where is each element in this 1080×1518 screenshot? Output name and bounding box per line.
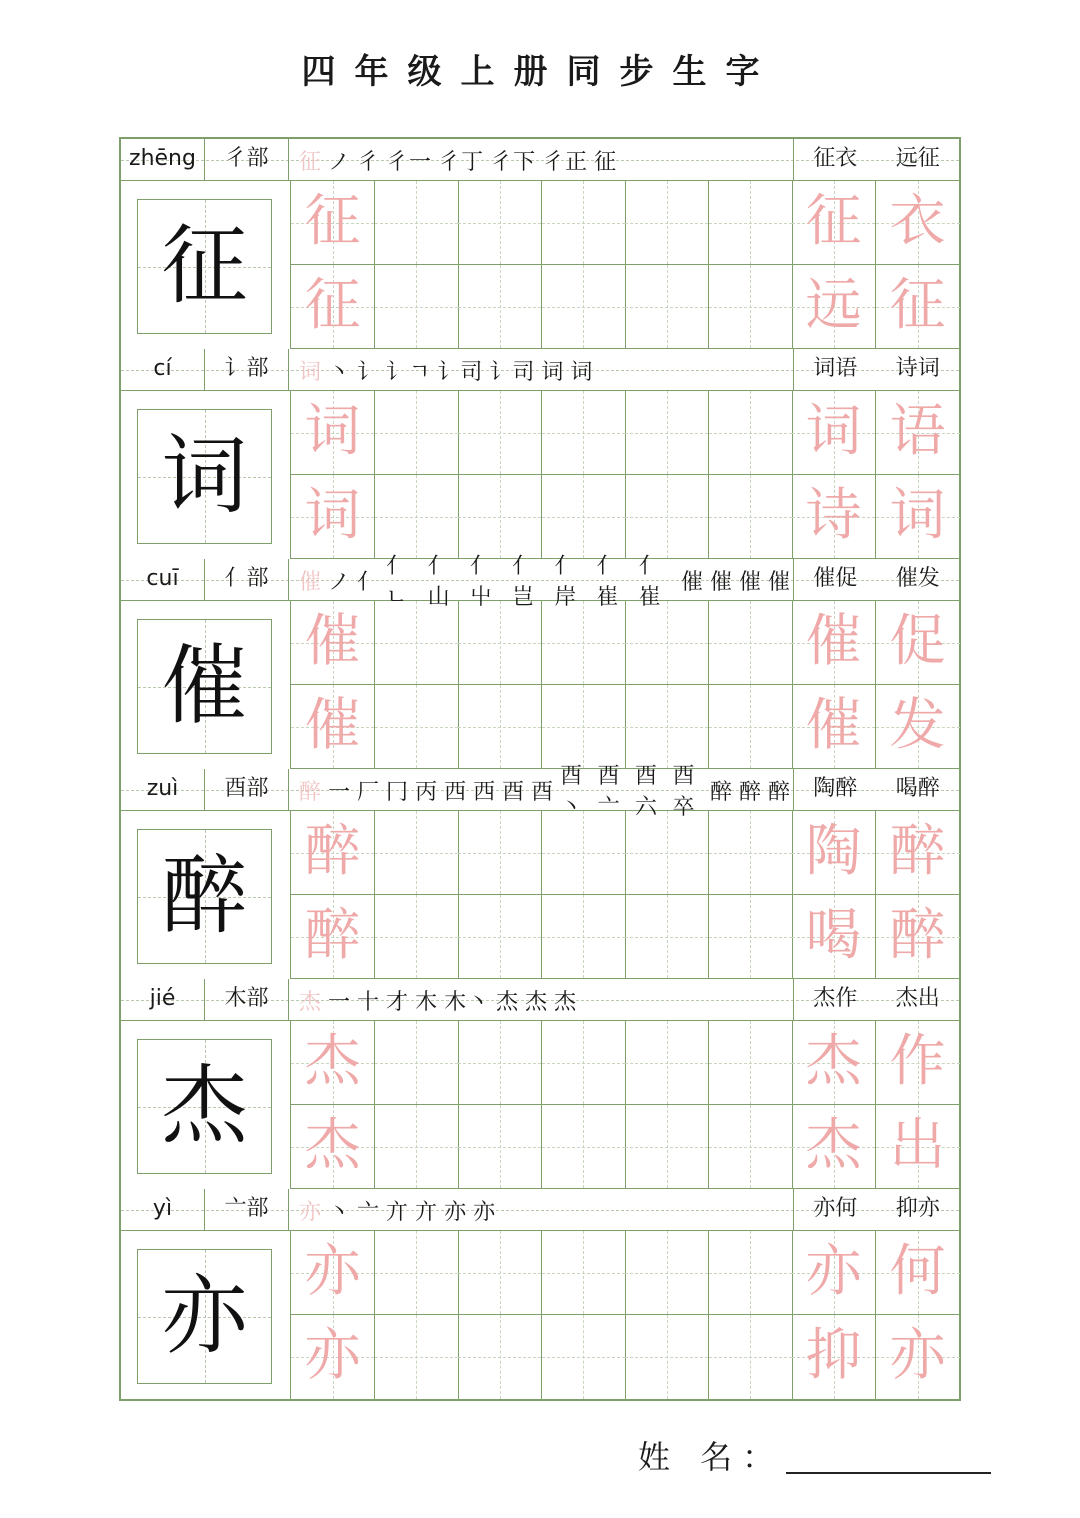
stroke-step: 词 xyxy=(299,359,323,385)
trace-cell[interactable] xyxy=(291,265,375,349)
trace-character: 醉 xyxy=(304,819,361,884)
trace-cell[interactable] xyxy=(291,1231,375,1315)
stroke-step: 一 xyxy=(328,989,352,1015)
pinyin-label: cí xyxy=(121,349,205,391)
pinyin-label: yì xyxy=(121,1189,205,1231)
character-block xyxy=(121,979,959,1189)
trace-character: 征 xyxy=(304,189,361,254)
practice-cell[interactable] xyxy=(709,1315,793,1399)
example-words xyxy=(793,139,959,181)
stroke-step: 亻ㄴ xyxy=(386,554,410,610)
stroke-step: 亠 xyxy=(357,1199,381,1225)
example-word: 诗词 xyxy=(895,356,940,381)
pinyin-label: zhēng xyxy=(121,139,205,181)
practice-cell[interactable] xyxy=(709,1105,793,1189)
example-word: 抑亦 xyxy=(895,1196,940,1221)
stroke-order xyxy=(291,1189,791,1231)
stroke-step: 彳正 xyxy=(542,149,589,175)
pinyin-label: cuī xyxy=(121,559,205,601)
word-trace-cell[interactable] xyxy=(792,1105,876,1189)
practice-cell[interactable] xyxy=(709,475,793,559)
practice-cell[interactable] xyxy=(458,1315,542,1399)
stroke-step: ノ xyxy=(328,569,352,595)
word-trace-cell[interactable] xyxy=(792,181,876,265)
stroke-step: 西 xyxy=(444,779,468,805)
stroke-order xyxy=(291,554,792,610)
model-character: 催 xyxy=(161,636,248,736)
page-title: 四年级上册同步生字 xyxy=(301,52,779,92)
practice-cell[interactable] xyxy=(542,1315,626,1399)
stroke-step: 厂 xyxy=(357,779,381,805)
radical-label: 亠部 xyxy=(205,1189,289,1231)
trace-character: 醉 xyxy=(304,903,361,968)
practice-cell[interactable] xyxy=(709,811,793,895)
stroke-step: 酉 xyxy=(502,779,526,805)
stroke-step: 催 xyxy=(680,569,704,595)
trace-character: 亦 xyxy=(805,1239,862,1304)
practice-cell[interactable] xyxy=(625,1105,709,1189)
stroke-step: 木 xyxy=(415,989,439,1015)
practice-cell[interactable] xyxy=(542,895,626,979)
stroke-step: 彳下 xyxy=(490,149,537,175)
model-character: 征 xyxy=(161,216,248,316)
model-character: 词 xyxy=(161,426,248,526)
trace-character: 征 xyxy=(889,273,946,338)
character-block xyxy=(121,764,959,979)
stroke-step: ノ xyxy=(328,149,352,175)
pinyin-label: jié xyxy=(121,979,205,1021)
practice-cell[interactable] xyxy=(625,1231,709,1315)
practice-cell[interactable] xyxy=(458,601,542,685)
stroke-step: 讠ㄱ xyxy=(386,359,432,385)
practice-cell[interactable] xyxy=(542,265,626,349)
stroke-step: 亦 xyxy=(444,1199,468,1225)
trace-character: 喝 xyxy=(805,903,862,968)
practice-cell[interactable] xyxy=(625,811,709,895)
trace-character: 催 xyxy=(805,693,862,758)
stroke-step: 亻崔 xyxy=(596,554,620,610)
radical-label: 木部 xyxy=(205,979,289,1021)
model-character-box xyxy=(137,619,272,754)
word-trace-cell[interactable] xyxy=(876,601,960,685)
practice-cell[interactable] xyxy=(458,265,542,349)
stroke-step: 醉 xyxy=(738,779,762,805)
word-trace-cell[interactable] xyxy=(876,265,960,349)
word-trace-cell[interactable] xyxy=(876,1315,960,1399)
word-trace-cell[interactable] xyxy=(876,1105,960,1189)
practice-cell[interactable] xyxy=(709,685,793,769)
stroke-step: 醉 xyxy=(767,779,791,805)
stroke-order xyxy=(291,764,791,820)
trace-character: 亦 xyxy=(889,1323,946,1388)
word-trace-cell[interactable] xyxy=(876,1231,960,1315)
trace-character: 促 xyxy=(889,609,946,674)
practice-cell[interactable] xyxy=(375,1231,459,1315)
info-row xyxy=(121,1189,959,1231)
trace-character: 亦 xyxy=(304,1323,361,1388)
stroke-step: 词 xyxy=(541,359,565,385)
stroke-step: 杰 xyxy=(299,989,323,1015)
word-trace-cell[interactable] xyxy=(792,895,876,979)
character-block xyxy=(121,349,959,559)
practice-cell[interactable] xyxy=(625,1315,709,1399)
stroke-step: 酉丶 xyxy=(560,764,584,820)
trace-character: 何 xyxy=(889,1239,946,1304)
example-words xyxy=(793,979,959,1021)
example-word: 征衣 xyxy=(813,146,858,171)
trace-character: 杰 xyxy=(304,1113,361,1178)
stroke-step: 丶 xyxy=(328,359,352,385)
trace-character: 抑 xyxy=(805,1323,862,1388)
practice-cell[interactable] xyxy=(375,1315,459,1399)
practice-cell[interactable] xyxy=(458,475,542,559)
info-row xyxy=(121,554,959,610)
word-trace-cell[interactable] xyxy=(876,391,960,475)
word-trace-cell[interactable] xyxy=(876,181,960,265)
word-trace-cell[interactable] xyxy=(792,1231,876,1315)
word-trace-cell[interactable] xyxy=(876,811,960,895)
trace-cell[interactable] xyxy=(291,391,375,475)
practice-cell[interactable] xyxy=(542,811,626,895)
practice-cell[interactable] xyxy=(542,391,626,475)
practice-cell[interactable] xyxy=(458,391,542,475)
word-trace-cell[interactable] xyxy=(876,1021,960,1105)
stroke-step: 木丶 xyxy=(444,989,491,1015)
trace-character: 杰 xyxy=(805,1113,862,1178)
stroke-step: 一 xyxy=(328,779,352,805)
trace-character: 醉 xyxy=(889,819,946,884)
trace-cell[interactable] xyxy=(291,1315,375,1399)
practice-sheet xyxy=(119,137,961,1401)
practice-cell[interactable] xyxy=(709,601,793,685)
practice-cell[interactable] xyxy=(542,475,626,559)
stroke-step: 催 xyxy=(768,569,792,595)
stroke-step: 丶 xyxy=(328,1199,352,1225)
word-trace-cell[interactable] xyxy=(792,265,876,349)
practice-cell[interactable] xyxy=(625,391,709,475)
stroke-step: 醉 xyxy=(709,779,733,805)
stroke-step: 亦 xyxy=(473,1199,497,1225)
radical-label: 彳部 xyxy=(205,139,289,181)
stroke-step: 十 xyxy=(357,989,381,1015)
stroke-order xyxy=(291,139,791,181)
model-character: 杰 xyxy=(161,1056,248,1156)
radical-label: 讠部 xyxy=(205,349,289,391)
pinyin-label: zuì xyxy=(121,769,205,811)
character-block xyxy=(121,1189,959,1399)
stroke-step: 才 xyxy=(386,989,410,1015)
trace-cell[interactable] xyxy=(291,1021,375,1105)
practice-cell[interactable] xyxy=(625,265,709,349)
stroke-step: 征 xyxy=(299,149,323,175)
trace-character: 衣 xyxy=(889,189,946,254)
practice-cell[interactable] xyxy=(375,811,459,895)
practice-cell[interactable] xyxy=(458,1231,542,1315)
stroke-step: 亻崔 xyxy=(638,554,662,610)
word-trace-cell[interactable] xyxy=(792,391,876,475)
stroke-step: 亣 xyxy=(386,1199,410,1225)
trace-character: 出 xyxy=(889,1113,946,1178)
trace-character: 杰 xyxy=(805,1029,862,1094)
trace-cell[interactable] xyxy=(291,475,375,559)
example-word: 催促 xyxy=(813,566,858,591)
example-word: 杰出 xyxy=(895,986,940,1011)
practice-cell[interactable] xyxy=(458,895,542,979)
practice-cell[interactable] xyxy=(375,1021,459,1105)
trace-character: 催 xyxy=(805,609,862,674)
practice-cell[interactable] xyxy=(625,181,709,265)
stroke-step: 杰 xyxy=(554,989,578,1015)
word-trace-cell[interactable] xyxy=(792,601,876,685)
trace-character: 杰 xyxy=(304,1029,361,1094)
trace-cell[interactable] xyxy=(291,685,375,769)
example-word: 催发 xyxy=(895,566,940,591)
trace-character: 征 xyxy=(304,273,361,338)
radical-label: 亻部 xyxy=(205,559,289,601)
practice-cell[interactable] xyxy=(458,1021,542,1105)
model-character-box xyxy=(137,829,272,964)
stroke-step: 酉亠 xyxy=(597,764,621,820)
word-trace-cell[interactable] xyxy=(876,895,960,979)
word-trace-cell[interactable] xyxy=(792,1315,876,1399)
info-row xyxy=(121,139,959,181)
trace-character: 词 xyxy=(889,483,946,548)
trace-cell[interactable] xyxy=(291,181,375,265)
practice-cell[interactable] xyxy=(458,685,542,769)
practice-cell[interactable] xyxy=(375,181,459,265)
model-character: 醉 xyxy=(161,846,248,946)
practice-cell[interactable] xyxy=(458,811,542,895)
stroke-step: 征 xyxy=(594,149,618,175)
stroke-step: 词 xyxy=(570,359,594,385)
trace-character: 远 xyxy=(805,273,862,338)
example-words xyxy=(793,559,959,601)
trace-character: 催 xyxy=(304,693,361,758)
trace-character: 醉 xyxy=(889,903,946,968)
info-row xyxy=(121,764,959,820)
practice-cell[interactable] xyxy=(375,265,459,349)
model-character: 亦 xyxy=(161,1266,248,1366)
practice-cell[interactable] xyxy=(375,391,459,475)
example-word: 远征 xyxy=(895,146,940,171)
stroke-step: 酉六 xyxy=(635,764,659,820)
practice-cell[interactable] xyxy=(709,1021,793,1105)
practice-cell[interactable] xyxy=(625,895,709,979)
trace-character: 词 xyxy=(805,399,862,464)
practice-cell[interactable] xyxy=(709,895,793,979)
stroke-step: 催 xyxy=(710,569,734,595)
practice-cell[interactable] xyxy=(625,685,709,769)
practice-cell[interactable] xyxy=(542,1105,626,1189)
practice-cell[interactable] xyxy=(625,1021,709,1105)
stroke-step: 彳一 xyxy=(386,149,433,175)
model-character-box xyxy=(137,199,272,334)
stroke-step: 催 xyxy=(299,569,323,595)
stroke-step: 亣 xyxy=(415,1199,439,1225)
stroke-step: 醉 xyxy=(299,779,323,805)
stroke-step: 冂 xyxy=(386,779,410,805)
trace-character: 亦 xyxy=(304,1239,361,1304)
stroke-step: 酉卒 xyxy=(672,764,696,820)
radical-label: 酉部 xyxy=(205,769,289,811)
stroke-step: 讠司 xyxy=(489,359,536,385)
trace-character: 催 xyxy=(304,609,361,674)
trace-cell[interactable] xyxy=(291,601,375,685)
trace-character: 诗 xyxy=(805,483,862,548)
info-row xyxy=(121,349,959,391)
model-character-box xyxy=(137,1039,272,1174)
trace-cell[interactable] xyxy=(291,811,375,895)
practice-cell[interactable] xyxy=(709,391,793,475)
stroke-step: 亻岸 xyxy=(554,554,578,610)
stroke-step: 讠司 xyxy=(437,359,484,385)
practice-cell[interactable] xyxy=(375,895,459,979)
word-trace-cell[interactable] xyxy=(792,1021,876,1105)
stroke-step: 杰 xyxy=(496,989,520,1015)
word-trace-cell[interactable] xyxy=(792,811,876,895)
trace-character: 词 xyxy=(304,399,361,464)
word-trace-cell[interactable] xyxy=(792,685,876,769)
trace-character: 语 xyxy=(889,399,946,464)
word-trace-cell[interactable] xyxy=(876,475,960,559)
stroke-step: 亻岂 xyxy=(512,554,536,610)
practice-cell[interactable] xyxy=(458,1105,542,1189)
practice-cell[interactable] xyxy=(709,265,793,349)
stroke-step: 亻 xyxy=(357,569,381,595)
trace-character: 发 xyxy=(889,693,946,758)
stroke-order xyxy=(291,979,791,1021)
word-trace-cell[interactable] xyxy=(876,685,960,769)
name-blank-line[interactable] xyxy=(786,1446,991,1474)
practice-cell[interactable] xyxy=(625,475,709,559)
character-block xyxy=(121,139,959,349)
example-word: 陶醉 xyxy=(813,776,858,801)
practice-cell[interactable] xyxy=(542,685,626,769)
stroke-step: 催 xyxy=(739,569,763,595)
model-character-box xyxy=(137,409,272,544)
stroke-step: 丙 xyxy=(415,779,439,805)
stroke-step: 讠 xyxy=(357,359,381,385)
practice-cell[interactable] xyxy=(375,475,459,559)
practice-cell[interactable] xyxy=(375,1105,459,1189)
practice-cell[interactable] xyxy=(542,1231,626,1315)
stroke-step: 彳 xyxy=(357,149,381,175)
practice-cell[interactable] xyxy=(709,181,793,265)
trace-cell[interactable] xyxy=(291,895,375,979)
example-word: 喝醉 xyxy=(895,776,940,801)
practice-cell[interactable] xyxy=(458,181,542,265)
example-words xyxy=(793,769,959,811)
name-label: 姓 名： xyxy=(638,1438,785,1476)
example-word: 词语 xyxy=(813,356,858,381)
trace-character: 作 xyxy=(889,1029,946,1094)
stroke-step: 杰 xyxy=(525,989,549,1015)
practice-cell[interactable] xyxy=(709,1231,793,1315)
practice-cell[interactable] xyxy=(542,1021,626,1105)
info-row xyxy=(121,979,959,1021)
stroke-step: 酉 xyxy=(531,779,555,805)
stroke-order xyxy=(291,349,791,391)
practice-cell[interactable] xyxy=(542,601,626,685)
example-words xyxy=(793,349,959,391)
character-block xyxy=(121,554,959,769)
practice-cell[interactable] xyxy=(625,601,709,685)
practice-cell[interactable] xyxy=(375,601,459,685)
stroke-step: 彳丁 xyxy=(438,149,485,175)
stroke-step: 亦 xyxy=(299,1199,323,1225)
example-word: 亦何 xyxy=(813,1196,858,1221)
practice-cell[interactable] xyxy=(542,181,626,265)
trace-character: 征 xyxy=(805,189,862,254)
name-field xyxy=(638,1432,991,1478)
stroke-step: 西 xyxy=(473,779,497,805)
word-trace-cell[interactable] xyxy=(792,475,876,559)
model-character-box xyxy=(137,1249,272,1384)
example-word: 杰作 xyxy=(813,986,858,1011)
trace-cell[interactable] xyxy=(291,1105,375,1189)
stroke-step: 亻山 xyxy=(427,554,451,610)
trace-character: 词 xyxy=(304,483,361,548)
example-words xyxy=(793,1189,959,1231)
trace-character: 陶 xyxy=(805,819,862,884)
practice-cell[interactable] xyxy=(375,685,459,769)
stroke-step: 亻屮 xyxy=(469,554,493,610)
